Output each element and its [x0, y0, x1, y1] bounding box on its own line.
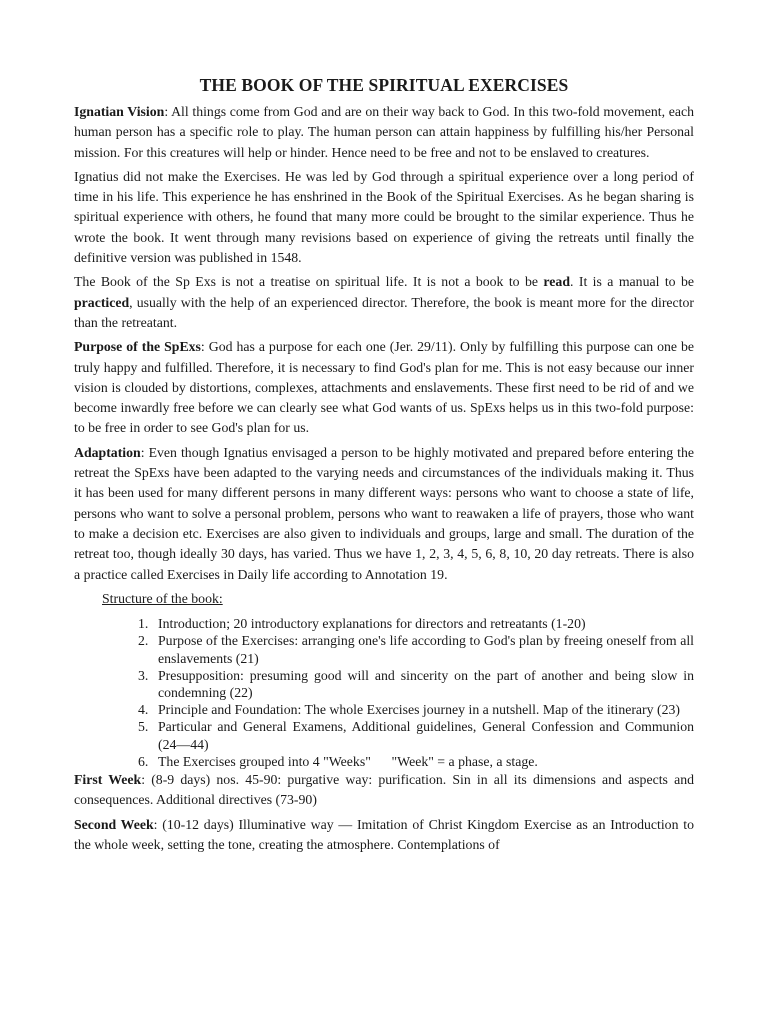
paragraph-manual: The Book of the Sp Exs is not a treatise on spiritual life. It is not a book to be read. It is a manual to be practiced, usually with the help of an experienced director. Therefore, the book is meant more for the director than the retreatant.	[74, 274, 694, 330]
page-title: THE BOOK OF THE SPIRITUAL EXERCISES	[199, 75, 569, 95]
label-purpose: Purpose of the SpExs	[74, 339, 201, 355]
structure-list	[74, 615, 694, 770]
paragraph-first-week: First Week: (8-9 days) nos. 45-90: purgative way: purification. Sin in all its dimensions and aspects and consequences. Additional directives (73-90)	[74, 771, 694, 808]
label-adaptation: Adaptation	[74, 444, 141, 460]
list-item: 2. Purpose of the Exercises: arranging one's life according to God's plan by freeing oneself from all enslavements (21)	[138, 633, 694, 666]
paragraph-second-week: Second Week: (10-12 days) Illuminative way — Imitation of Christ Kingdom Exercise as an Introduction to the whole week, setting the tone, creating the atmosphere. Contemplations of	[74, 816, 694, 852]
list-item: 3. Presupposition: presuming good will and sincerity on the part of another and being slow in condemning (22)	[138, 667, 694, 700]
emphasis-practiced: practiced	[74, 294, 130, 310]
document-page	[74, 72, 694, 859]
emphasis-read: read	[543, 274, 570, 290]
list-item: 6. The Exercises grouped into 4 "Weeks" "Week" = a phase, a stage.	[138, 753, 538, 769]
paragraph-origin: Ignatius did not make the Exercises. He was led by God through a spiritual experience over a long period of time in his life. This experience he has enshrined in the Book of the Spiritual Exercises. As he began sharing is spiritual experience with others, he found that many more could be brought to the similar experience. Thus he wrote the book. It went through many revisions based on experience of giving the retreats until finally the definitive version was published in 1548.	[74, 168, 694, 266]
structure-heading: Structure of the book:	[102, 590, 223, 606]
list-item: 5. Particular and General Examens, Additional guidelines, General Confession and Communion (24—44)	[138, 719, 694, 752]
text-ignatian-vision: : All things come from God and are on their way back to God. In this two-fold movement, each human person has a specific role to play. The human person can attain happiness by fulfilling his/her Personal mission. For this creatures will help or hinder. Hence need to be free and not to be enslaved to creatures.	[74, 104, 694, 160]
list-item: 4. Principle and Foundation: The whole Exercises journey in a nutshell. Map of the itinerary (23)	[138, 702, 680, 718]
paragraph-ignatian-vision	[74, 102, 694, 163]
paragraph-adaptation: Adaptation: Even though Ignatius envisaged a person to be highly motivated and prepared before entering the retreat the SpExs have been adapted to the varying needs and circumstances of the individuals making it. Thus it has been used for many different persons in many different ways: persons who want to choose a state of life, persons who want to solve a personal problem, persons who want to reawaken a life of prayers, those who want to make a decision etc. Exercises are also given to individuals and groups, large and small. The duration of the retreat too, though ideally 30 days, has varied. Thus we have 1, 2, 3, 4, 5, 6, 8, 10, 20 day retreats. There is also a practice called Exercises in Daily life according to Annotation 19.	[74, 444, 694, 582]
label-ignatian-vision: Ignatian Vision	[74, 104, 165, 119]
list-item: 1. Introduction; 20 introductory explanations for directors and retreatants (1-20)	[138, 616, 586, 632]
label-first-week: First Week	[74, 771, 142, 787]
label-second-week: Second Week	[74, 816, 154, 832]
paragraph-purpose: Purpose of the SpExs: God has a purpose for each one (Jer. 29/11). Only by fulfilling this purpose can one be truly happy and fulfilled. Therefore, it is necessary to find God's plan for me. This is not easy because our inner vision is clouded by distortions, complexes, attachments and enslavements. These first need to be rid of and we become inwardly free before we can clearly see what God wants of us. SpExs helps us in this two-fold purpose: to be free in order to see God's plan for us.	[74, 339, 694, 436]
